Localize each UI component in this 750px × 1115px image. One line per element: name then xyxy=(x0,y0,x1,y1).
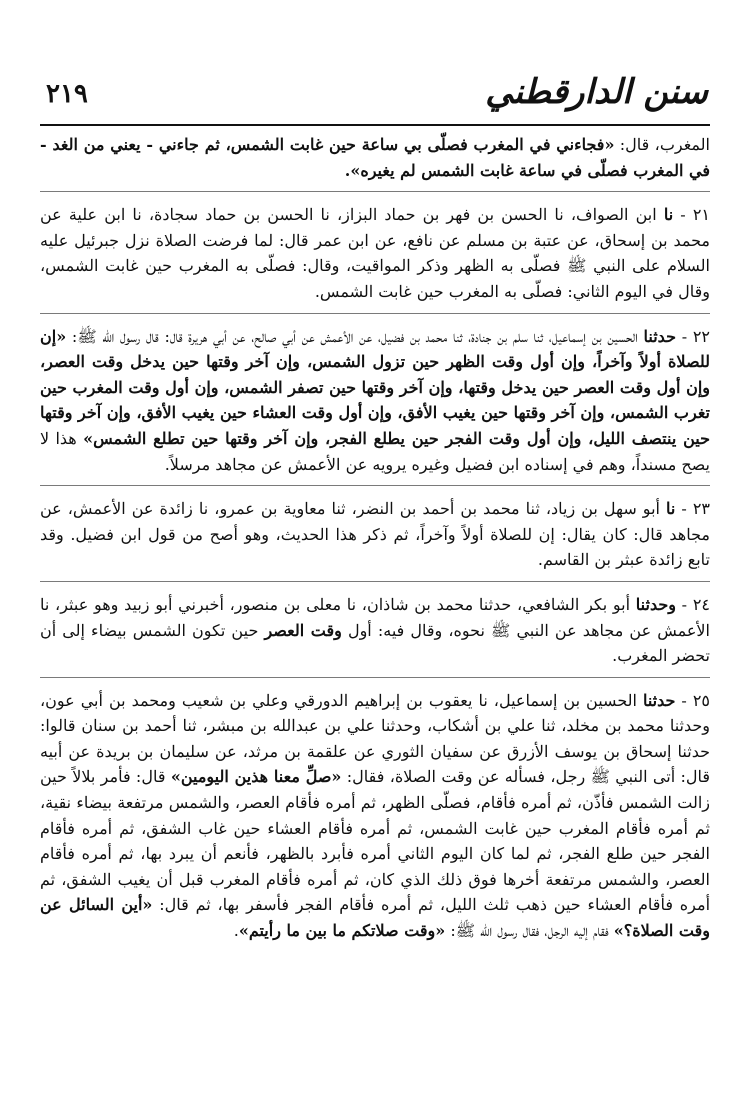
text-segment: ٢١ - xyxy=(673,205,710,225)
emphasized-text: حدثنا xyxy=(643,326,676,346)
emphasized-text: «صلِّ معنا هذين اليومين» xyxy=(170,767,342,787)
paragraph-separator xyxy=(40,191,710,192)
text-segment: ٢٤ - xyxy=(675,594,710,614)
emphasized-text: «وقت صلاتكم ما بين ما رأيتم» xyxy=(238,921,446,941)
emphasized-text: حدثنا xyxy=(642,690,676,710)
emphasized-text: وقت العصر xyxy=(264,620,342,640)
paragraph-separator xyxy=(40,677,710,678)
text-segment: أبو سهل بن زياد، ثنا محمد بن أحمد بن النضر، ثنا معاوية بن عمرو، نا زائدة عن الأعمش، عن مجاهد قال: كان يقال: إن للصلاة أولاً وآخراً، ثم ذكر هذا الحديث، وهو أصح من قول ابن فضيل. وقد تابع زائدة عبثر بن القاسم. xyxy=(40,499,711,570)
running-header xyxy=(40,66,710,126)
emphasized-text: نا xyxy=(663,205,674,225)
book-title: سنن الدارقطني xyxy=(485,72,708,112)
paragraph-separator xyxy=(40,485,710,486)
text-segment: الحسين بن إسماعيل، نا يعقوب بن إبراهيم الدورقي وعلي بن شعيب ومحمد بن أبي عون، وحدثنا محمد بن مخلد، ثنا علي بن أشكاب، وحدثنا علي بن عبدالله بن مبشر، ثنا أحمد بن سنان قالوا: حدثنا إسحاق بن يوسف الأزرق عن سفيان الثوري عن علقمة بن مرثد، عن سليمان بن بريدة عن أبيه قال: أتى النبي ﷺ رجل، فسأله عن وقت الصلاة، فقال: xyxy=(40,690,711,787)
paragraph-p21 xyxy=(40,202,710,304)
paragraph-p20-tail xyxy=(40,132,710,183)
paragraph-p23 xyxy=(40,496,710,573)
text-segment: ابن الصواف، نا الحسن بن فهر بن حماد البزاز، نا الحسن بن حماد سجادة، نا ابن علية عن محمد بن إسحاق، عن عتبة بن مسلم عن نافع، عن ابن عمر قال: لما فرضت الصلاة نزل جبرئيل عليه السلام على النبي ﷺ فصلّى به الظهر وذكر المواقيت، وقال: فصلّى به المغرب حين غابت الشمس، وقال في اليوم الثاني: فصلّى به المغرب حين غابت الشمس. xyxy=(40,205,710,301)
paragraph-separator xyxy=(40,313,710,314)
paragraph-p22 xyxy=(40,324,710,478)
body-text xyxy=(40,132,710,944)
text-segment: أبو بكر الشافعي، حدثنا محمد بن شاذان، نا معلى بن منصور، أخبرني أبو زبيد وهو عبثر، نا الأعمش عن مجاهد عن النبي ﷺ نحوه، وقال فيه: أول xyxy=(40,594,710,640)
text-segment: فقام إليه الرجل، فقال رسول الله ﷺ: xyxy=(445,921,614,941)
emphasized-text: وحدثنا xyxy=(635,594,676,614)
emphasized-text: «فجاءني في المغرب فصلّى بي ساعة حين غابت الشمس، ثم جاءني - يعني من الغد - في المغرب فصلّى في ساعة غابت الشمس لم يغيره». xyxy=(40,135,710,180)
book-page xyxy=(40,66,710,944)
emphasized-text: نا xyxy=(666,499,676,519)
paragraph-separator xyxy=(40,581,710,582)
text-segment: ٢٥ - xyxy=(675,690,711,710)
text-segment: قال: فأمر بلالاً حين زالت الشمس فأذّن، ثم أمره فأقام، فصلّى الظهر، ثم أمره فأقام العصر، والشمس مرتفعة بيضاء نقية، ثم أمره فأقام المغرب حين غابت الشمس، ثم أمره فأقام العشاء حين غاب الشفق، ثم أمره فأقام الفجر حين طلع الفجر، ثم لما كان اليوم الثاني أمره فأبرد بالظهر، فأنعم أن يبرد بها، ثم أمره فأقام العصر، والشمس مرتفعة أخرها فوق ذلك الذي كان، ثم أمره فأقام المغرب قبل أن يغيب الشفق، ثم أمره فأقام العشاء حين ذهب ثلث الليل، ثم أمره فأقام الفجر فأسفر بها، ثم قال: xyxy=(40,767,711,915)
text-segment: حين تكون الشمس بيضاء إلى أن تحضر المغرب. xyxy=(40,620,710,666)
paragraph-p24 xyxy=(40,592,710,669)
text-segment: المغرب، قال: xyxy=(614,135,710,154)
text-segment: ٢٢ - xyxy=(675,326,711,346)
emphasized-text: «أين السائل عن وقت الصلاة؟» xyxy=(40,895,710,941)
text-segment: . xyxy=(233,921,239,941)
paragraph-p25 xyxy=(40,688,710,944)
text-segment: هذا لا يصح مسنداً، وهم في إسناده ابن فضيل وغيره يرويه عن الأعمش عن مجاهد مرسلاً. xyxy=(40,428,710,474)
emphasized-text: «إن للصلاة أولاً وآخراً، وإن أول وقت الظهر حين تزول الشمس، وإن آخر وقتها حين يدخل وقت العصر، وإن أول وقت العصر حين يدخل وقتها، وإن آخر وقتها حين تصفر الشمس، وإن أول وقت المغرب حين تغرب الشمس، وإن آخر وقتها حين يغيب الأفق، وإن أول وقت العشاء حين يغيب الأفق، وإن آخر وقتها حين ينتصف الليل، وإن أول وقت الفجر حين يطلع الفجر، وإن آخر وقتها حين تطلع الشمس» xyxy=(40,326,710,448)
text-segment: الحسين بن إسماعيل، ثنا سلم بن جنادة، ثنا محمد بن فضيل، عن الأعمش عن أبي صالح، عن أبي هريرة قال: قال رسول الله ﷺ: xyxy=(66,326,644,346)
page-number: ٢١٩ xyxy=(46,79,88,109)
text-segment: ٢٣ - xyxy=(675,499,711,519)
